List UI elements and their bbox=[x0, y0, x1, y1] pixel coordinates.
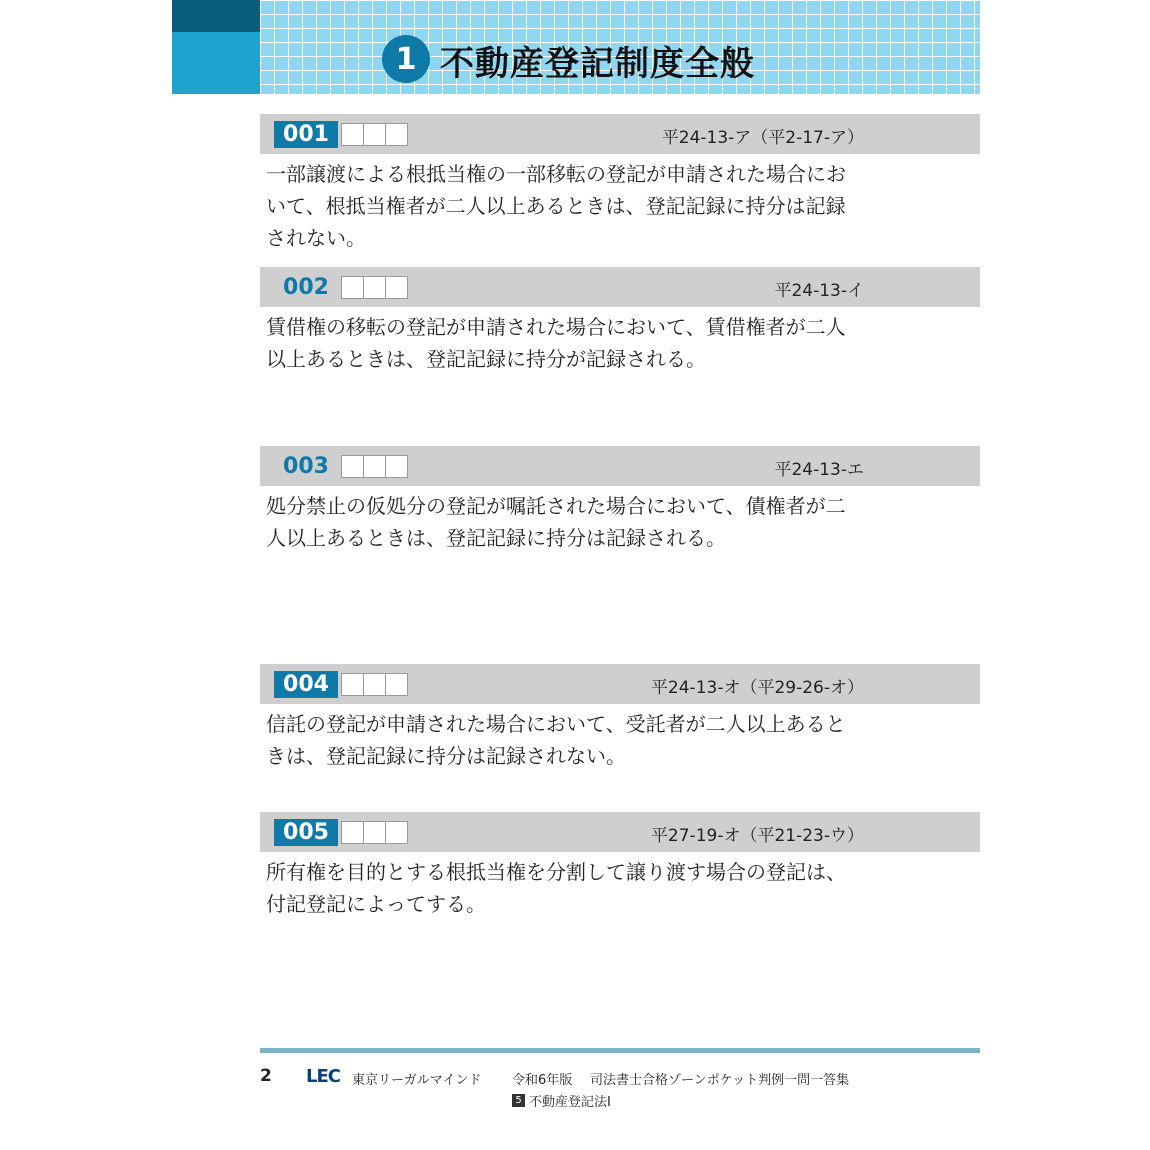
volume-badge: 5 bbox=[512, 1094, 525, 1107]
header-block-dark bbox=[172, 0, 260, 32]
publisher-name: 東京リーガルマインド bbox=[352, 1073, 482, 1088]
book-title: 司法書士合格ゾーンポケット判例一問一答集 bbox=[590, 1073, 850, 1088]
edition-label: 令和6年版 bbox=[512, 1073, 573, 1088]
question-number: 001 bbox=[274, 121, 338, 148]
text-line: 信託の登記が申請された場合において、受託者が二人以上あると bbox=[266, 712, 846, 736]
text-line: きは、登記記録に持分は記録されない。 bbox=[266, 744, 626, 768]
text-line: されない。 bbox=[266, 226, 366, 250]
check-box[interactable] bbox=[386, 124, 407, 145]
question-bar-003 bbox=[260, 446, 980, 486]
question-source: 平24-13-ア（平2-17-ア） bbox=[661, 128, 864, 148]
chapter-title: 不動産登記制度全般 bbox=[440, 44, 755, 84]
check-box[interactable] bbox=[386, 674, 407, 695]
question-bar-004 bbox=[260, 664, 980, 704]
check-box[interactable] bbox=[364, 124, 385, 145]
text-line: 人以上あるときは、登記記録に持分は記録される。 bbox=[266, 526, 726, 550]
header-block-mid bbox=[172, 32, 260, 94]
question-source: 平24-13-エ bbox=[774, 460, 864, 480]
check-box[interactable] bbox=[342, 456, 363, 477]
text-line: 処分禁止の仮処分の登記が嘱託された場合において、債権者が二 bbox=[266, 494, 846, 518]
check-box[interactable] bbox=[342, 674, 363, 695]
question-text-004 bbox=[266, 708, 886, 772]
question-number: 002 bbox=[283, 275, 329, 300]
text-line: いて、根抵当権者が二人以上あるときは、登記記録に持分は記録 bbox=[266, 194, 846, 218]
checkbox-group bbox=[342, 456, 408, 477]
checkbox-group bbox=[342, 124, 408, 145]
question-number: 004 bbox=[274, 671, 338, 698]
check-box[interactable] bbox=[364, 674, 385, 695]
check-box[interactable] bbox=[342, 124, 363, 145]
question-bar-005 bbox=[260, 812, 980, 852]
text-line: 所有権を目的とする根抵当権を分割して譲り渡す場合の登記は、 bbox=[266, 860, 846, 884]
publisher-logo: LEC bbox=[306, 1066, 340, 1087]
text-line: 賃借権の移転の登記が申請された場合において、賃借権者が二人 bbox=[266, 315, 846, 339]
page-number: 2 bbox=[260, 1066, 272, 1086]
question-text-003 bbox=[266, 490, 886, 554]
checkbox-group bbox=[342, 674, 408, 695]
check-box[interactable] bbox=[364, 456, 385, 477]
question-text-002 bbox=[266, 311, 886, 375]
question-bar-002 bbox=[260, 267, 980, 307]
volume-title: 不動産登記法Ⅰ bbox=[529, 1095, 611, 1110]
check-box[interactable] bbox=[342, 277, 363, 298]
text-line: 以上あるときは、登記記録に持分が記録される。 bbox=[266, 347, 706, 371]
check-box[interactable] bbox=[386, 277, 407, 298]
text-line: 一部譲渡による根抵当権の一部移転の登記が申請された場合にお bbox=[266, 162, 846, 186]
checkbox-group bbox=[342, 277, 408, 298]
question-text-001 bbox=[266, 158, 886, 254]
text-line: 付記登記によってする。 bbox=[266, 892, 486, 916]
footer-rule bbox=[260, 1048, 980, 1053]
check-box[interactable] bbox=[386, 822, 407, 843]
check-box[interactable] bbox=[364, 277, 385, 298]
volume-label bbox=[512, 1091, 611, 1110]
question-number: 005 bbox=[274, 819, 338, 846]
check-box[interactable] bbox=[386, 456, 407, 477]
checkbox-group bbox=[342, 822, 408, 843]
question-source: 平24-13-イ bbox=[774, 281, 864, 301]
question-source: 平27-19-オ（平21-23-ウ） bbox=[650, 826, 864, 846]
question-source: 平24-13-オ（平29-26-オ） bbox=[650, 678, 864, 698]
check-box[interactable] bbox=[342, 822, 363, 843]
question-text-005 bbox=[266, 856, 886, 920]
check-box[interactable] bbox=[364, 822, 385, 843]
question-number: 003 bbox=[283, 454, 329, 479]
question-bar-001 bbox=[260, 114, 980, 154]
chapter-number-badge: 1 bbox=[382, 35, 430, 83]
